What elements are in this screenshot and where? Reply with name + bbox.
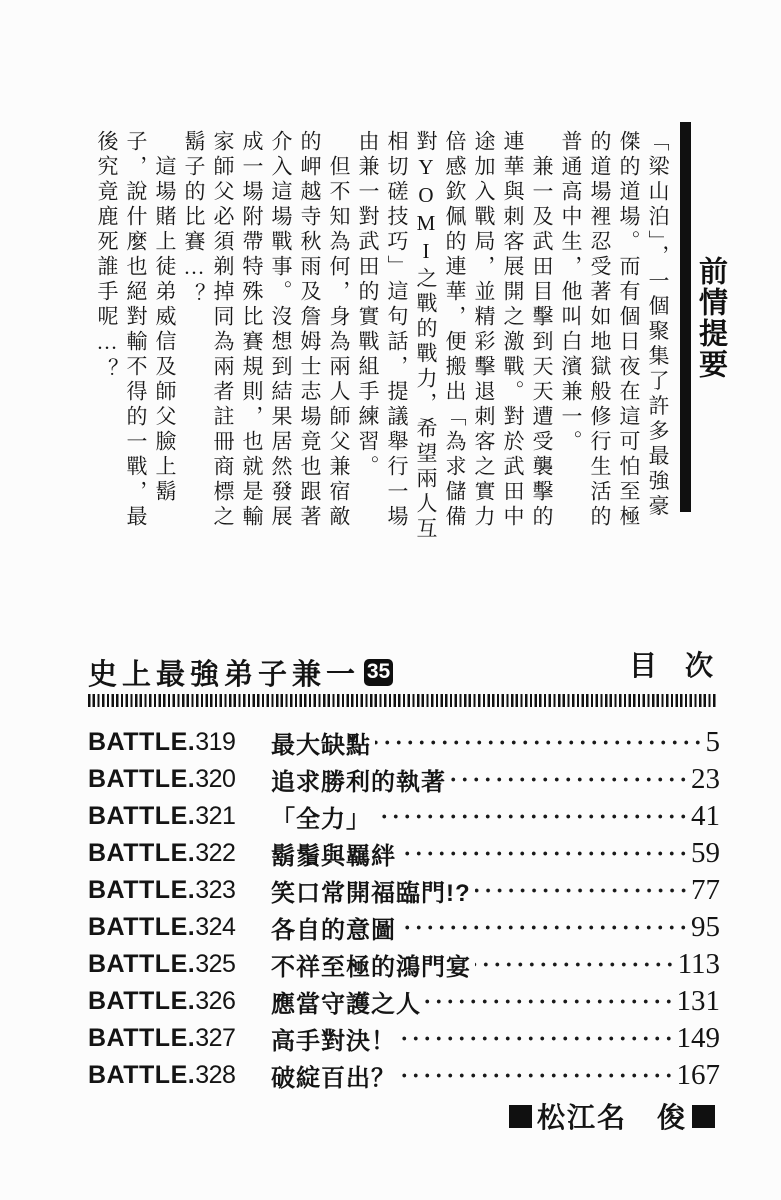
author-name: 松江名 俊	[536, 1102, 687, 1133]
dot-leader	[425, 983, 675, 1020]
chapter-label	[88, 913, 271, 942]
toc-entry	[88, 1020, 720, 1057]
chapter-number: 319	[195, 728, 236, 756]
chapter-number: 321	[195, 802, 236, 830]
chapter-label	[88, 802, 271, 831]
chapter-prefix: BATTLE.	[88, 876, 196, 904]
synopsis-paragraph-1: 「梁山泊」，一個聚集了許多最強豪傑的道場。而有個日夜在這可怕至極的道場裡忍受著如地獄般修行生活的普通高中生，他叫白濱兼一。	[559, 130, 670, 530]
chapter-prefix: BATTLE.	[88, 1024, 196, 1052]
dot-leader	[375, 798, 689, 835]
toc-entry	[88, 872, 720, 909]
chapter-title: 應當守護之人	[271, 991, 421, 1018]
synopsis-heading: 前情提要	[695, 256, 727, 380]
chapter-prefix: BATTLE.	[88, 802, 196, 830]
page-number: 113	[677, 948, 720, 980]
page-number: 23	[691, 763, 720, 795]
toc-entry	[88, 761, 720, 798]
dot-leader	[475, 946, 676, 983]
chapter-prefix: BATTLE.	[88, 839, 196, 867]
chapter-title: 鬍鬚與羈絆	[271, 843, 396, 870]
chapter-label	[88, 728, 271, 757]
chapter-number: 323	[195, 876, 236, 904]
chapter-number: 320	[195, 765, 236, 793]
chapter-number: 325	[195, 950, 236, 978]
chapter-title: 追求勝利的執著	[271, 769, 446, 796]
chapter-prefix: BATTLE.	[88, 950, 196, 978]
author-credit	[509, 1100, 715, 1132]
chapter-label	[88, 987, 271, 1016]
toc-entry	[88, 909, 720, 946]
toc-entry	[88, 724, 720, 761]
chapter-label	[88, 950, 271, 979]
dot-leader	[400, 1057, 675, 1094]
toc-entry	[88, 946, 720, 983]
toc-entry	[88, 798, 720, 835]
toc-heading: 目 次	[629, 650, 714, 681]
chapter-label	[88, 839, 271, 868]
page-number: 167	[676, 1059, 720, 1091]
chapter-number: 324	[195, 913, 236, 941]
page-number: 131	[676, 985, 720, 1017]
chapter-number: 327	[195, 1024, 236, 1052]
black-square-right	[692, 1105, 715, 1128]
page-number: 95	[691, 911, 720, 943]
chapter-title: 笑口常開福臨門!?	[271, 880, 471, 907]
black-square-left	[509, 1105, 532, 1128]
synopsis-paragraph-3: 但不知為何，身為兩人師父兼宿敵的岬越寺秋雨及詹姆士志場竟也跟著介入這場戰事。沒想到結果居然發展成一場附帶特殊比賽規則，也就是輸家師父必須剃掉同為兩者註冊商標之鬍子的比賽…？	[182, 130, 351, 530]
synopsis-text	[88, 130, 672, 544]
chapter-label	[88, 1024, 271, 1053]
chapter-title: 各自的意圖	[271, 917, 396, 944]
chapter-prefix: BATTLE.	[88, 987, 196, 1015]
series-title: 史上最強弟子兼一	[88, 658, 361, 691]
page-number: 59	[691, 837, 720, 869]
synopsis-header-bar	[680, 122, 691, 512]
dot-leader	[375, 724, 704, 761]
toc-list	[88, 724, 720, 1094]
chapter-number: 322	[195, 839, 236, 867]
dot-leader	[450, 761, 689, 798]
page-number: 41	[691, 800, 720, 832]
chapter-title: 最大缺點	[271, 732, 371, 759]
chapter-title: 「全力」	[271, 806, 371, 833]
dot-leader	[400, 835, 689, 872]
chapter-prefix: BATTLE.	[88, 913, 196, 941]
page-number: 5	[705, 726, 720, 758]
chapter-number: 328	[195, 1061, 236, 1089]
chapter-label	[88, 876, 271, 905]
chapter-prefix: BATTLE.	[88, 765, 196, 793]
synopsis-paragraph-2: 兼一及武田目擊到天天遭受襲擊的連華與刺客展開之激戰。對於武田中途加入戰局，並精彩擊退刺客之實力倍感欽佩的連華，便搬出「為求儲備對YOMI之戰的戰力，希望兩人互相切磋技巧」這句話，提議舉行一場由兼一對武田的實戰組手練習。	[356, 130, 554, 542]
volume-badge: 35	[364, 659, 393, 686]
toc-entry	[88, 983, 720, 1020]
series-title-row	[88, 656, 393, 691]
toc-entry	[88, 1057, 720, 1094]
dot-leader	[400, 909, 689, 946]
page-number: 149	[676, 1022, 720, 1054]
chapter-prefix: BATTLE.	[88, 1061, 196, 1089]
chapter-title: 破綻百出？	[271, 1065, 396, 1092]
chapter-title: 不祥至極的鴻門宴	[271, 954, 471, 981]
chapter-label	[88, 1061, 271, 1090]
chapter-prefix: BATTLE.	[88, 728, 196, 756]
page-number: 77	[691, 874, 720, 906]
toc-entry	[88, 835, 720, 872]
dot-leader	[475, 872, 689, 909]
chapter-label	[88, 765, 271, 794]
chapter-title: 高手對決！	[271, 1028, 396, 1055]
synopsis-paragraph-4: 這場賭上徒弟威信及師父臉上鬍子，說什麼也絕對輸不得的一戰，最後究竟鹿死誰手呢…？	[95, 130, 177, 530]
chapter-number: 326	[195, 987, 236, 1015]
dot-leader	[400, 1020, 675, 1057]
striped-divider	[88, 694, 716, 707]
